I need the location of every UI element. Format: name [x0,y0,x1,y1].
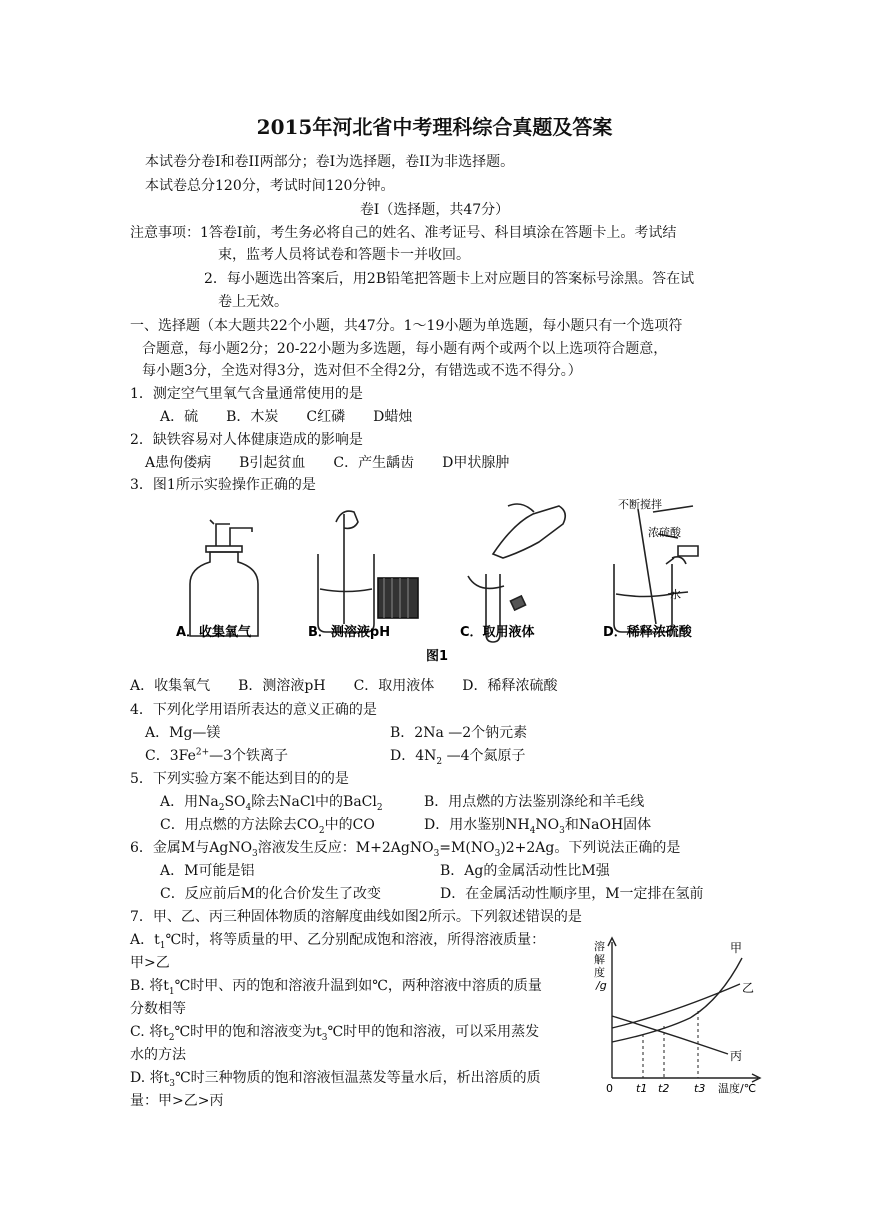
annotation-stir: 不断搅拌 [618,498,662,511]
q4-option-d: D．$4N_2$ —4个氮原子 [390,748,526,767]
figure-label-d: D．稀释浓硫酸 [603,625,692,640]
q4-option-c: C．$3Fe^{2+}—3$个铁离子 [145,747,289,764]
tick-t2: t2 [658,1082,670,1095]
q5-option-d: D．用水鉴别$NH_4NO_3$和NaOH固体 [424,817,652,836]
tick-t3: t3 [694,1082,706,1095]
q5-option-a: A．用$Na_2SO_4$除去NaCl中的BaCl$_2$ [160,794,383,813]
q5-option-c: C．用点燃的方法除去$CO_2$中的CO [160,817,375,836]
q3-stem: 3．图1所示实验操作正确的是 [130,477,316,493]
solubility-graph [590,930,765,1102]
q6-option-b: B．Ag的金属活动性比M强 [440,863,610,879]
q2-options: A患佝偻病 B引起贫血 C．产生龋齿 D甲状腺肿 [145,455,510,471]
ylabel [594,939,607,992]
notice-line-4: 卷上无效。 [218,294,288,310]
take-liquid-drawing [468,504,565,642]
figure-label-b: B．测溶液pH [308,625,391,640]
origin-label: 0 [606,1082,613,1095]
q7-option-c-line-1: C. 将$t_2℃$时甲的饱和溶液变为$t_3℃$时甲的饱和溶液，可以采用蒸发 [130,1024,540,1043]
annotation-acid: 浓硫酸 [648,526,681,539]
xlabel: 温度/℃ [718,1082,757,1095]
q4-option-b: B．2Na —2个钠元素 [390,725,528,741]
q6-stem: 6．金属M与AgNO$_3$溶液发生反应：$M+2AgNO_3=M(NO_3)2+2Ag$。下列说法正确的是 [130,840,681,859]
q7-option-b-line-1: B. 将$t_1℃$时甲、丙的饱和溶液升温到如℃，两种溶液中溶质的质量 [130,978,542,997]
section-title: 卷Ⅰ（选择题，共47分） [359,202,510,218]
series-label-yi: 乙 [742,981,755,995]
figure-label-c: C．取用液体 [460,625,535,640]
q7-option-a-line-1: A．$t_1℃$时，将等质量的甲、乙分别配成饱和溶液，所得溶液质量： [130,932,546,951]
annotation-water: 水 [670,588,681,601]
q2-stem: 2．缺铁容易对人体健康造成的影响是 [130,432,363,448]
q7-option-b-line-2: 分数相等 [130,1001,186,1017]
q1-stem: 1．测定空气里氧气含量通常使用的是 [130,386,363,402]
q7-option-d-line-2: 量：甲>乙>丙 [130,1093,224,1109]
q6-option-a: A．M可能是铝 [160,863,255,879]
q7-option-d-line-1: D. 将$t_3℃$时三种物质的饱和溶液恒温蒸发等量水后，析出溶质的质 [130,1070,541,1089]
curve-jia [612,958,742,1042]
svg-text:/g: /g [596,979,607,992]
q5-stem: 5．下列实验方案不能达到目的的是 [130,771,349,787]
figure-1-lab-operations [168,494,728,666]
series-label-bing: 丙 [730,1049,743,1063]
gas-bottle-drawing [190,520,258,636]
svg-text:度: 度 [594,966,605,979]
notice-line-1: 注意事项：1答卷Ⅰ前，考生务必将自己的姓名、准考证号、科目填涂在答题卡上。考试结 [130,225,677,241]
svg-text:解: 解 [594,953,605,966]
page-title: 2015年河北省中考理科综合真题及答案 [256,115,613,139]
q7-option-a-line-2: 甲>乙 [130,955,170,971]
curve-bing [612,1016,728,1054]
q3-options: A．收集氧气 B．测溶液pH C．取用液体 D．稀释浓硫酸 [130,678,558,694]
notice-line-3: 2．每小题选出答案后，用2B铅笔把答题卡上对应题目的答案标号涂黑。答在试 [204,271,695,287]
part-one-line-2: 合题意，每小题2分；20-22小题为多选题，每小题有两个或两个以上选项符合题意， [142,341,668,357]
q7-stem: 7．甲、乙、丙三种固体物质的溶解度曲线如图2所示。下列叙述错误的是 [130,909,582,925]
intro-line-1: 本试卷分卷Ⅰ和卷II两部分；卷Ⅰ为选择题，卷II为非选择题。 [145,154,515,170]
intro-line-2: 本试卷总分120分，考试时间120分钟。 [145,178,395,194]
q4-stem: 4．下列化学用语所表达的意义正确的是 [130,702,377,718]
part-one-line-3: 每小题3分，全选对得3分，选对但不全得2分，有错选或不选不得分。） [142,363,582,379]
q6-option-c: C．反应前后M的化合价发生了改变 [160,886,382,902]
part-one-line-1: 一、选择题（本大题共22个小题，共47分。1～19小题为单选题，每小题只有一个选项符 [130,318,683,334]
series-label-jia: 甲 [730,941,743,955]
q5-option-b: B．用点燃的方法鉴别涤纶和羊毛线 [424,794,645,810]
figure-caption: 图1 [426,649,449,664]
svg-text:溶: 溶 [594,940,605,953]
q6-option-d: D．在金属活动性顺序里，M一定排在氢前 [440,886,704,902]
tick-t1: t1 [636,1082,648,1095]
q1-options: A．硫 B．木炭 C红磷 D蜡烛 [160,409,413,425]
dilute-acid-drawing [614,506,698,632]
q7-option-c-line-2: 水的方法 [130,1047,186,1063]
q4-option-a: A．Mg—镁 [145,725,221,741]
figure-label-a: A．收集氧气 [176,625,252,640]
notice-line-2: 束，监考人员将试卷和答题卡一并收回。 [218,247,470,263]
ph-test-drawing [318,511,418,632]
